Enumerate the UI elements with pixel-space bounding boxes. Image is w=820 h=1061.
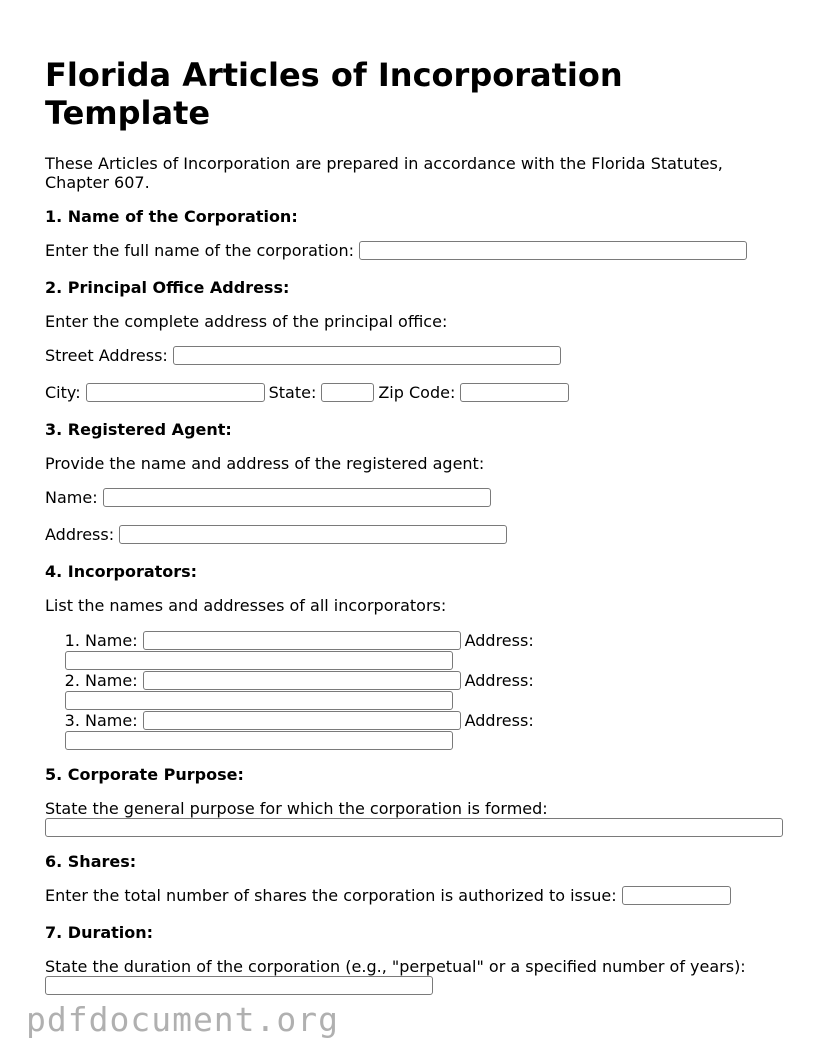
corporation-name-row [45,241,790,260]
agent-name-row [45,488,790,507]
section-7-heading: 7. Duration: [45,923,154,942]
agent-address-row [45,525,790,544]
zip-code-label: Zip Code: [378,383,456,402]
incorporator-2-name-field[interactable] [143,671,461,690]
incorporators-list [45,630,790,750]
incorporator-address-label: Address: [464,631,534,650]
corporate-purpose-label: State the general purpose for which the corporation is formed: [45,799,548,818]
city-field[interactable] [86,383,265,402]
street-address-row [45,346,790,365]
corporation-name-label: Enter the full name of the corporation: [45,241,354,260]
shares-field[interactable] [622,886,731,905]
city-state-zip-row [45,383,790,402]
agent-name-label: Name: [45,488,98,507]
state-label: State: [268,383,317,402]
incorporator-name-label: 2. Name: [85,671,138,690]
section-6-heading: 6. Shares: [45,852,137,871]
principal-office-instruction: Enter the complete address of the principal office: [45,312,448,331]
corporate-purpose-row [45,818,790,837]
section-5-heading: 5. Corporate Purpose: [45,765,244,784]
duration-field[interactable] [45,976,433,995]
incorporator-1-address-field[interactable] [65,651,453,670]
document-page [45,56,790,995]
incorporator-item [85,710,790,750]
incorporator-2-address-field[interactable] [65,691,453,710]
incorporator-item [85,630,790,670]
duration-label: State the duration of the corporation (e.g., "perpetual" or a specified number of years): [45,957,746,976]
page-title: Florida Articles of Incorporation Template [45,56,623,132]
registered-agent-instruction: Provide the name and address of the registered agent: [45,454,485,473]
shares-row [45,886,790,905]
street-address-field[interactable] [173,346,561,365]
city-label: City: [45,383,81,402]
incorporator-3-address-field[interactable] [65,731,453,750]
intro-text: These Articles of Incorporation are prepared in accordance with the Florida Statutes, Chapter 607. [45,154,723,192]
shares-label: Enter the total number of shares the corporation is authorized to issue: [45,886,617,905]
section-2-heading: 2. Principal Office Address: [45,278,290,297]
section-1-heading: 1. Name of the Corporation: [45,207,298,226]
incorporator-name-label: 3. Name: [85,711,138,730]
street-address-label: Street Address: [45,346,168,365]
agent-address-label: Address: [45,525,115,544]
agent-name-field[interactable] [103,488,491,507]
incorporators-instruction: List the names and addresses of all incorporators: [45,596,447,615]
corporate-purpose-field[interactable] [45,818,783,837]
zip-code-field[interactable] [460,383,569,402]
agent-address-field[interactable] [119,525,507,544]
incorporator-address-label: Address: [464,711,534,730]
corporation-name-field[interactable] [359,241,747,260]
watermark: pdfdocument.org [26,1000,340,1039]
duration-row [45,976,790,995]
state-field[interactable] [321,383,374,402]
incorporator-address-label: Address: [464,671,534,690]
incorporator-1-name-field[interactable] [143,631,461,650]
section-3-heading: 3. Registered Agent: [45,420,232,439]
incorporator-item [85,670,790,710]
incorporator-3-name-field[interactable] [143,711,461,730]
incorporator-name-label: 1. Name: [85,631,138,650]
section-4-heading: 4. Incorporators: [45,562,198,581]
